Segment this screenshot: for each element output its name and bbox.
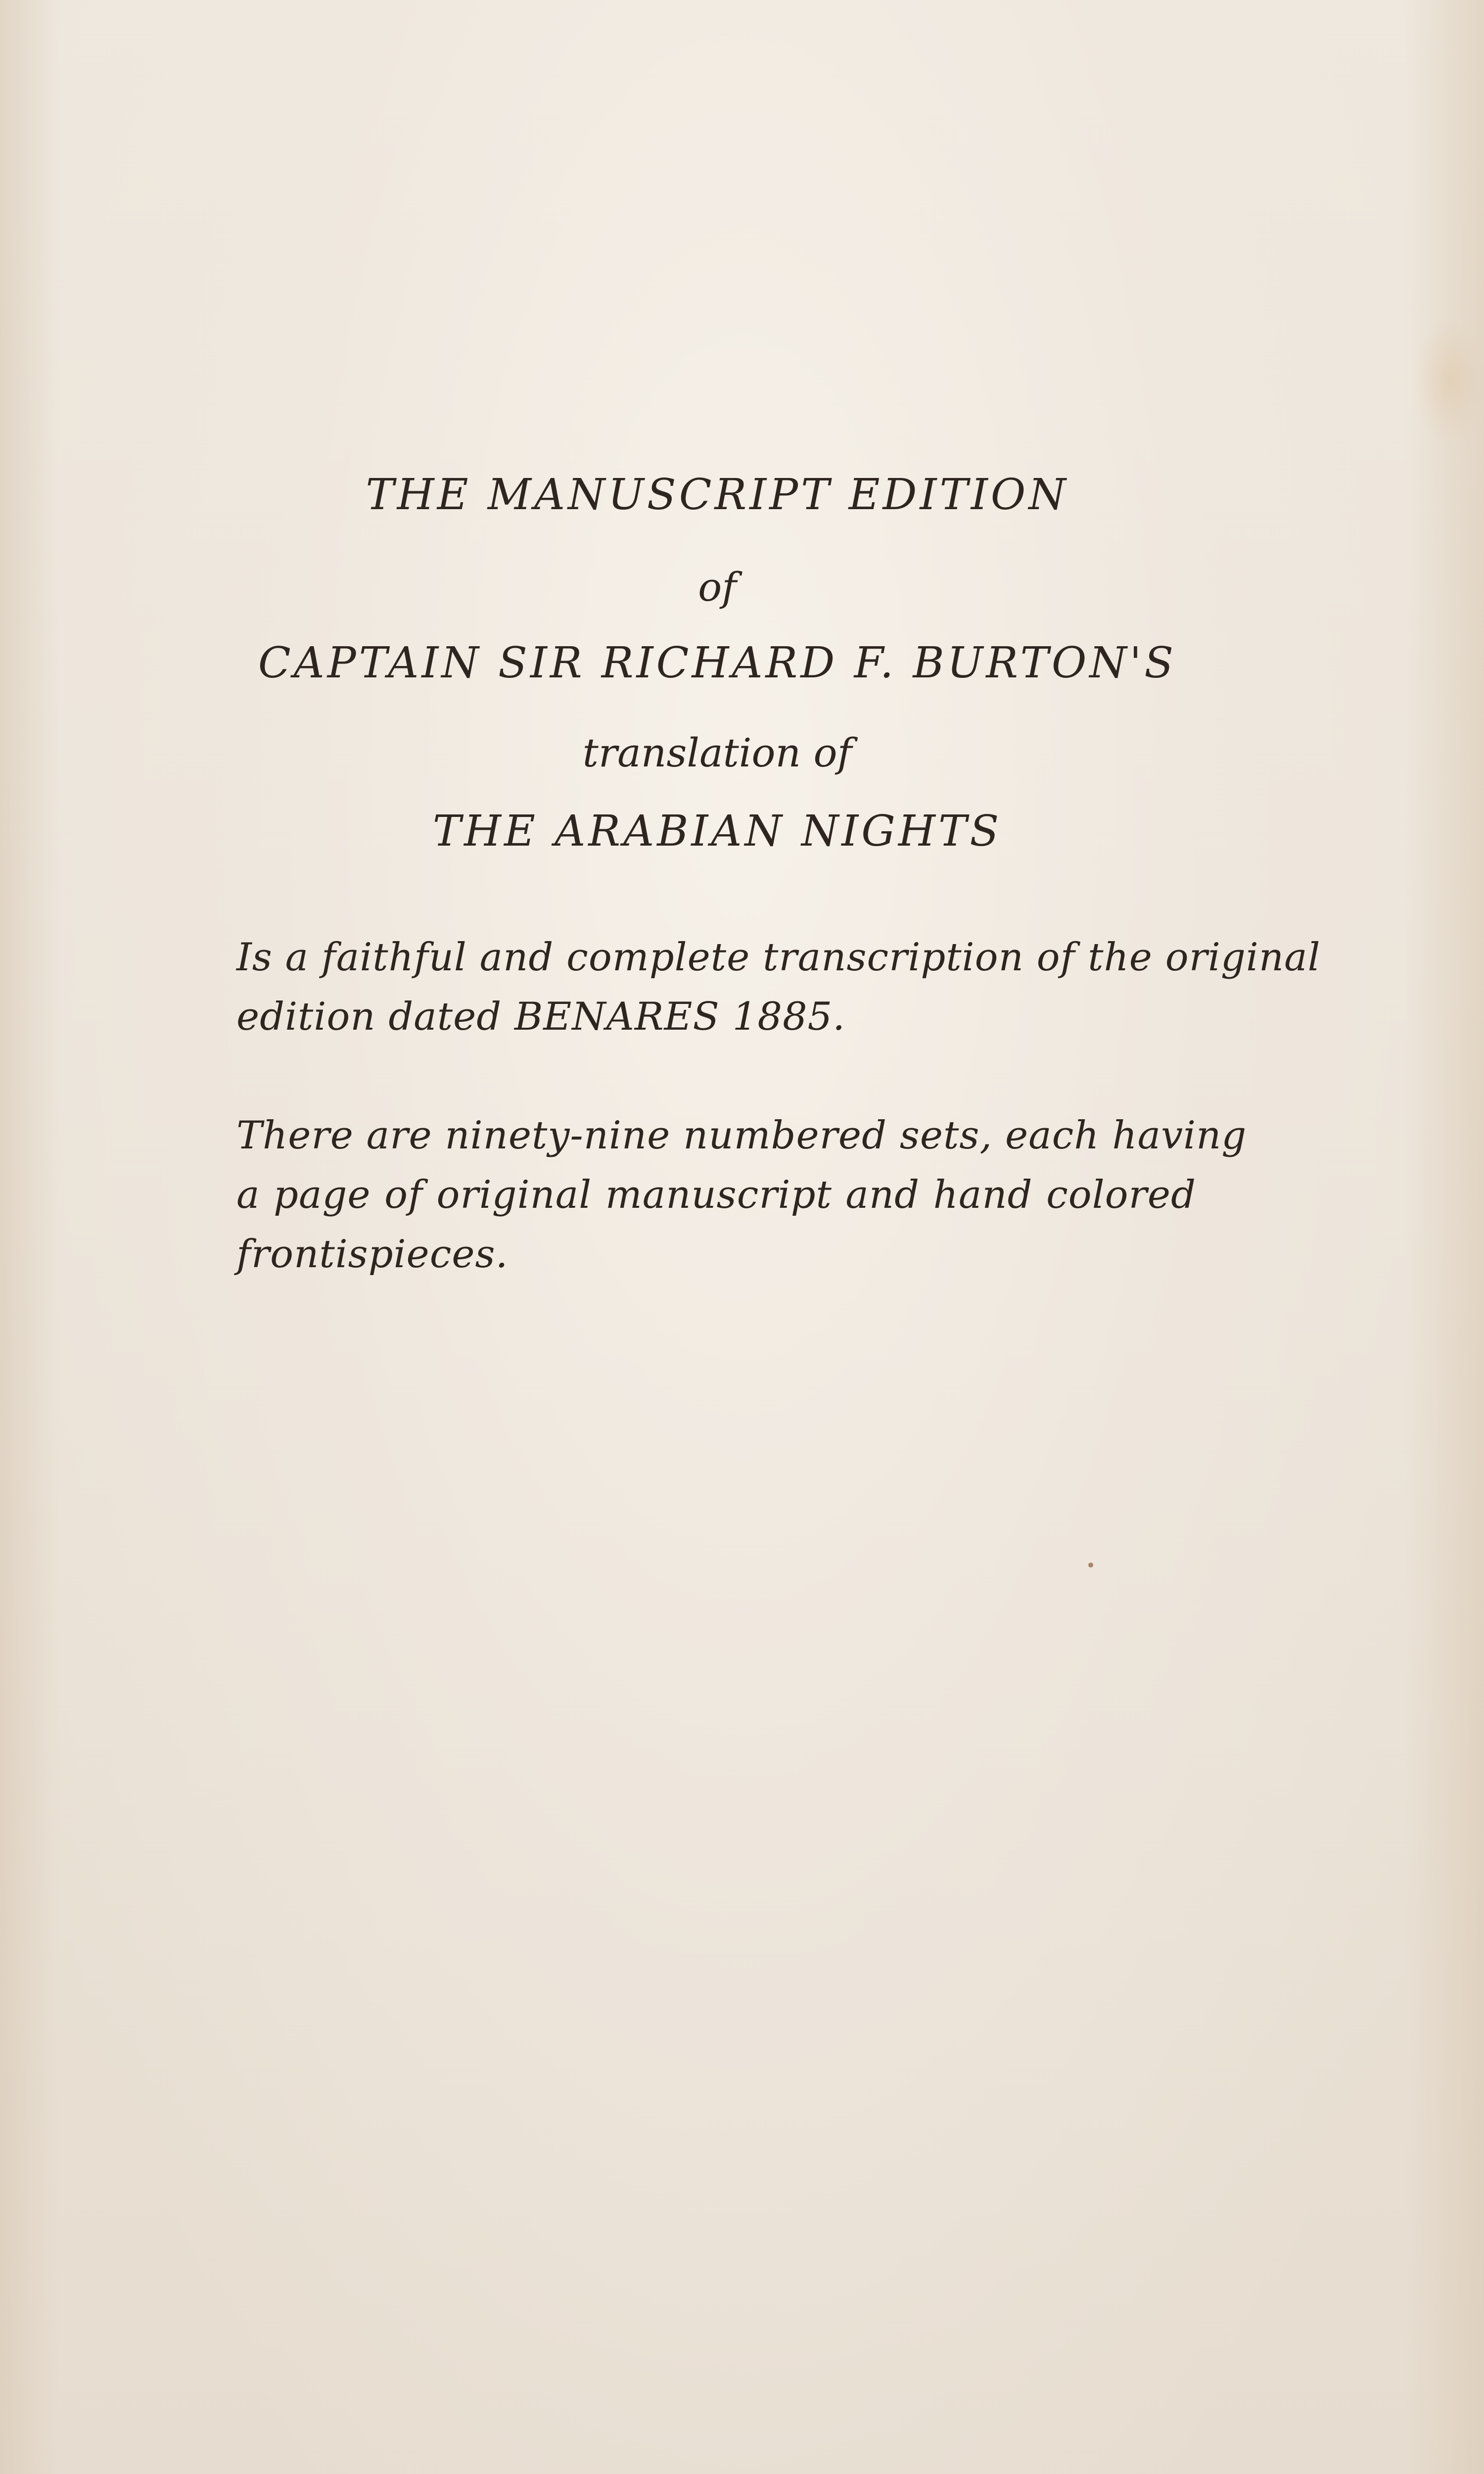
edition-title: THE MANUSCRIPT EDITION — [366, 470, 1069, 520]
page-edge-shadow-left — [0, 0, 59, 2474]
of-connector: of — [698, 564, 737, 610]
translation-of-connector: translation of — [582, 730, 852, 776]
paragraph-2-line-1: There are ninety-nine numbered sets, each having — [236, 1113, 1247, 1158]
paragraph-1-line-1: Is a faithful and complete transcription of the original — [236, 935, 1321, 980]
paper-stain — [1415, 317, 1484, 445]
author-line: CAPTAIN SIR RICHARD F. BURTON'S — [258, 638, 1177, 688]
work-title: THE ARABIAN NIGHTS — [432, 807, 1002, 856]
paragraph-2-line-3: frontispieces. — [236, 1232, 509, 1277]
paragraph-2-line-2: a page of original manuscript and hand colored — [236, 1173, 1196, 1217]
paper-speck — [1088, 1563, 1093, 1568]
paragraph-1-line-2: edition dated BENARES 1885. — [236, 995, 846, 1039]
